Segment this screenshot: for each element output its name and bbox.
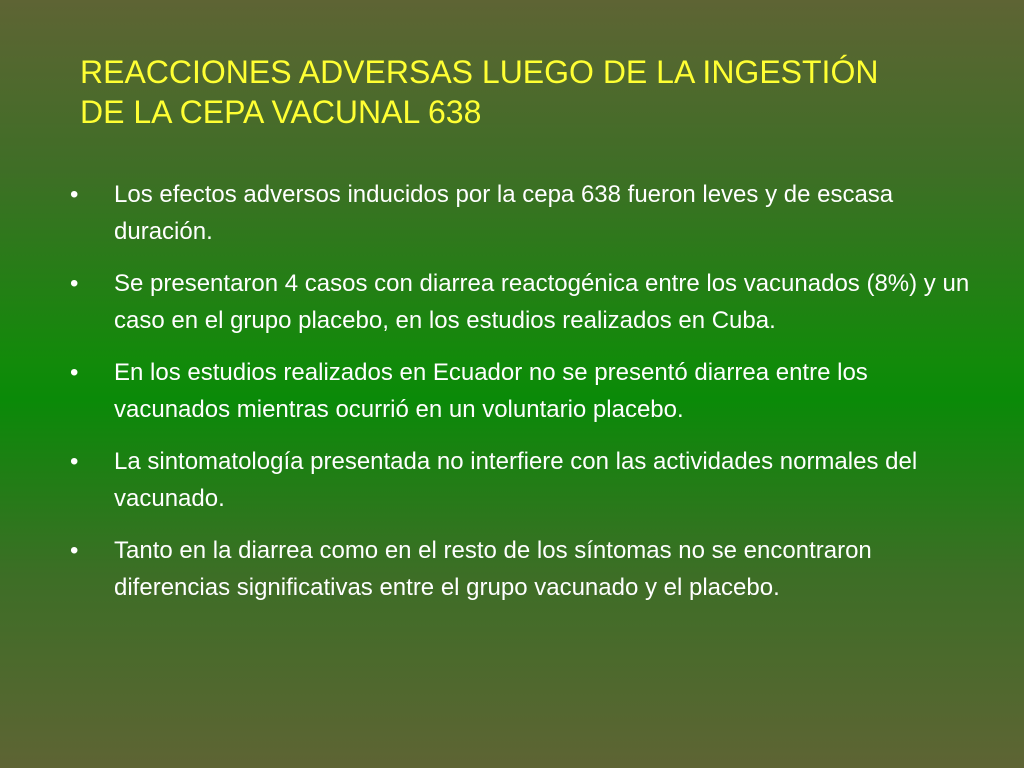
bullet-text: Los efectos adversos inducidos por la cepa 638 fueron leves y de escasa duración. [114,181,894,245]
bullet-item [66,532,986,606]
bullet-dot-icon: • [70,537,79,564]
slide-title [80,52,960,132]
bullet-list [66,176,986,621]
bullet-text: Se presentaron 4 casos con diarrea reactogénica entre los vacunados (8%) y un caso en el grupo placebo, en los estudios realizados en Cuba. [114,270,970,334]
slide-title-line-2: DE LA CEPA VACUNAL 638 [80,94,482,130]
bullet-item [66,443,986,517]
bullet-dot-icon: • [70,448,79,475]
bullet-item [66,354,986,428]
bullet-item [66,176,986,250]
bullet-text: Tanto en la diarrea como en el resto de los síntomas no se encontraron diferencias significativas entre el grupo vacunado y el placebo. [114,537,872,601]
bullet-text: En los estudios realizados en Ecuador no se presentó diarrea entre los vacunados mientras ocurrió en un voluntario placebo. [114,359,868,423]
bullet-dot-icon: • [70,359,79,386]
bullet-dot-icon: • [70,181,79,208]
bullet-text: La sintomatología presentada no interfiere con las actividades normales del vacunado. [114,448,918,512]
bullet-item [66,265,986,339]
slide-title-line-1: REACCIONES ADVERSAS LUEGO DE LA INGESTIÓN [80,54,879,90]
bullet-dot-icon: • [70,270,79,297]
